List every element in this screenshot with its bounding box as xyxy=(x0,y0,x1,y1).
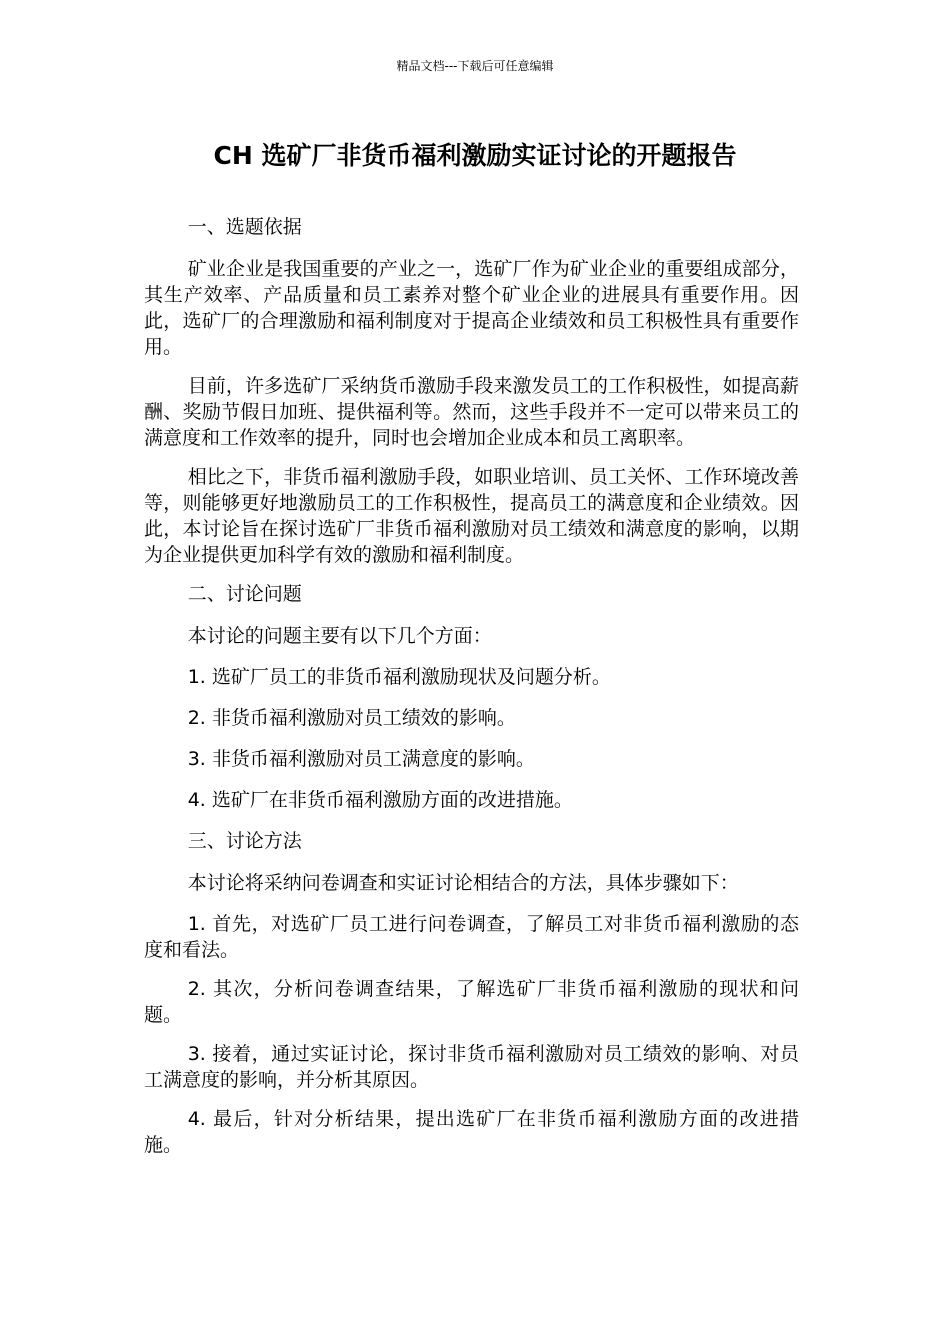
paragraph: 目前，许多选矿厂采纳货币激励手段来激发员工的工作积极性，如提高薪酬、奖励节假日加班、提供福利等。然而，这些手段并不一定可以带来员工的满意度和工作效率的提升，同时也会增加企业成本和员工离职率。 xyxy=(144,375,799,449)
list-item: 1. 首先，对选矿厂员工进行问卷调查，了解员工对非货币福利激励的态度和看法。 xyxy=(144,913,799,961)
section-heading-methods: 三、讨论方法 xyxy=(187,830,302,852)
list-item: 4. 选矿厂在非货币福利激励方面的改进措施。 xyxy=(187,789,573,811)
document-body xyxy=(144,214,799,1171)
document-title: CH 选矿厂非货币福利激励实证讨论的开题报告 xyxy=(213,141,737,170)
paragraph: 相比之下，非货币福利激励手段，如职业培训、员工关怀、工作环境改善等，则能够更好地激励员工的工作积极性，提高员工的满意度和企业绩效。因此，本讨论旨在探讨选矿厂非货币福利激励对员工绩效和满意度的影响，以期为企业提供更加科学有效的激励和福利制度。 xyxy=(144,466,799,566)
paragraph: 本讨论将采纳问卷调查和实证讨论相结合的方法，具体步骤如下： xyxy=(187,872,739,894)
header-note: 精品文档---下载后可任意编辑 xyxy=(396,59,554,73)
section-heading-basis: 一、选题依据 xyxy=(187,216,302,238)
list-item: 2. 其次，分析问卷调查结果，了解选矿厂非货币福利激励的现状和问题。 xyxy=(144,978,799,1026)
paragraph: 矿业企业是我国重要的产业之一，选矿厂作为矿业企业的重要组成部分，其生产效率、产品质量和员工素养对整个矿业企业的进展具有重要作用。因此，选矿厂的合理激励和福利制度对于提高企业绩效和员工积极性具有重要作用。 xyxy=(144,258,799,358)
paragraph: 本讨论的问题主要有以下几个方面： xyxy=(187,625,492,647)
list-item: 4. 最后，针对分析结果，提出选矿厂在非货币福利激励方面的改进措施。 xyxy=(144,1108,799,1156)
list-item: 3. 接着，通过实证讨论，探讨非货币福利激励对员工绩效的影响、对员工满意度的影响，并分析其原因。 xyxy=(144,1043,799,1091)
list-item: 3. 非货币福利激励对员工满意度的影响。 xyxy=(187,748,535,770)
section-heading-questions: 二、讨论问题 xyxy=(187,583,302,605)
list-item: 1. 选矿厂员工的非货币福利激励现状及问题分析。 xyxy=(187,666,611,688)
list-item: 2. 非货币福利激励对员工绩效的影响。 xyxy=(187,707,516,729)
